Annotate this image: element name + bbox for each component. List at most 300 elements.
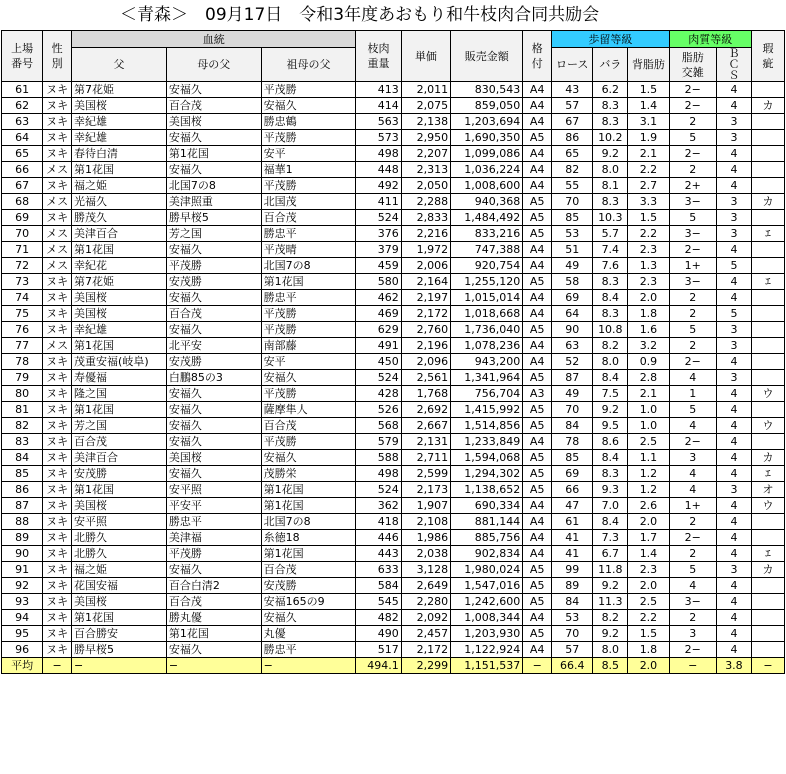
- cell-rib: 8.2: [593, 610, 628, 626]
- cell-weight: 633: [356, 562, 401, 578]
- cell-defect: [751, 242, 784, 258]
- cell-fat: 1.5: [628, 626, 669, 642]
- cell-amount: 1,514,856: [451, 418, 523, 434]
- cell-defect: カ: [751, 98, 784, 114]
- cell-bcs: 4: [716, 466, 751, 482]
- cell-fat: 1.4: [628, 98, 669, 114]
- cell-amount: 1,484,492: [451, 210, 523, 226]
- header-bcs: [716, 48, 751, 82]
- table-row: [2, 146, 785, 162]
- cell-defect: [751, 162, 784, 178]
- cell-loin: 49: [552, 386, 593, 402]
- cell-grade: A4: [523, 498, 552, 514]
- cell-fat: 2.2: [628, 226, 669, 242]
- cell-grade: A4: [523, 82, 552, 98]
- cell-fat: 3.1: [628, 114, 669, 130]
- cell-rib: 8.3: [593, 194, 628, 210]
- header-grandmother-father: 祖母の父: [261, 48, 356, 82]
- cell-bcs: 3: [716, 226, 751, 242]
- cell-grandmother-father: 安平: [261, 146, 356, 162]
- cell-bcs: 4: [716, 146, 751, 162]
- cell-defect: [751, 210, 784, 226]
- table-row: [2, 498, 785, 514]
- cell-fat: 2.7: [628, 178, 669, 194]
- cell-bcs: 4: [716, 290, 751, 306]
- average-weight: 494.1: [356, 658, 401, 674]
- cell-fat: 2.0: [628, 290, 669, 306]
- cell-loin: 70: [552, 626, 593, 642]
- cell-weight: 362: [356, 498, 401, 514]
- cell-rib: 7.3: [593, 530, 628, 546]
- cell-no: 69: [2, 210, 43, 226]
- cell-bcs: 4: [716, 386, 751, 402]
- cell-price: 2,038: [401, 546, 450, 562]
- cell-fat: 1.5: [628, 210, 669, 226]
- cell-father: 第1花国: [72, 610, 167, 626]
- cell-loin: 69: [552, 466, 593, 482]
- header-marbling-text: 脂肪 交雑: [681, 50, 704, 79]
- cell-sex: ヌキ: [43, 626, 72, 642]
- cell-bcs: 4: [716, 626, 751, 642]
- cell-marbling: 2: [669, 610, 716, 626]
- cell-sex: ヌキ: [43, 130, 72, 146]
- cell-bcs: 5: [716, 258, 751, 274]
- cell-mother-father: 安福久: [166, 434, 261, 450]
- cell-grade: A5: [523, 450, 552, 466]
- cell-price: 2,692: [401, 402, 450, 418]
- cell-marbling: 2−: [669, 530, 716, 546]
- cell-weight: 584: [356, 578, 401, 594]
- cell-father: 幸紀雄: [72, 114, 167, 130]
- cell-marbling: 2−: [669, 642, 716, 658]
- cell-no: 83: [2, 434, 43, 450]
- cell-no: 79: [2, 370, 43, 386]
- cell-defect: ｴ: [751, 546, 784, 562]
- cell-price: 2,172: [401, 306, 450, 322]
- cell-grandmother-father: 平茂晴: [261, 242, 356, 258]
- cell-price: 2,760: [401, 322, 450, 338]
- cell-price: 2,950: [401, 130, 450, 146]
- average-row: [2, 658, 785, 674]
- table-row: [2, 562, 785, 578]
- cell-loin: 84: [552, 418, 593, 434]
- table-row: [2, 578, 785, 594]
- cell-grandmother-father: 平茂勝: [261, 386, 356, 402]
- cell-marbling: 2: [669, 306, 716, 322]
- cell-mother-father: 安福久: [166, 162, 261, 178]
- cell-marbling: 3−: [669, 194, 716, 210]
- cell-no: 85: [2, 466, 43, 482]
- cell-grandmother-father: 北国茂: [261, 194, 356, 210]
- cell-amount: 1,233,849: [451, 434, 523, 450]
- cell-amount: 747,388: [451, 242, 523, 258]
- cell-rib: 10.2: [593, 130, 628, 146]
- cell-sex: ヌキ: [43, 98, 72, 114]
- cell-grandmother-father: 平茂勝: [261, 130, 356, 146]
- cell-grandmother-father: 糸徳18: [261, 530, 356, 546]
- cell-rib: 7.5: [593, 386, 628, 402]
- cell-no: 66: [2, 162, 43, 178]
- cell-rib: 8.0: [593, 354, 628, 370]
- cell-mother-father: 平茂勝: [166, 258, 261, 274]
- cell-grandmother-father: 丸優: [261, 626, 356, 642]
- cell-rib: 8.3: [593, 98, 628, 114]
- cell-no: 87: [2, 498, 43, 514]
- cell-sex: ヌキ: [43, 450, 72, 466]
- cell-rib: 8.0: [593, 642, 628, 658]
- table-row: [2, 274, 785, 290]
- cell-grade: A5: [523, 226, 552, 242]
- table-row: [2, 642, 785, 658]
- cell-fat: 2.5: [628, 434, 669, 450]
- cell-defect: [751, 146, 784, 162]
- cell-grade: A4: [523, 162, 552, 178]
- cell-price: 2,216: [401, 226, 450, 242]
- cell-mother-father: 北平安: [166, 338, 261, 354]
- cell-fat: 1.8: [628, 306, 669, 322]
- average-grandmother-father: −: [261, 658, 356, 674]
- cell-mother-father: 美国桜: [166, 450, 261, 466]
- cell-rib: 9.2: [593, 578, 628, 594]
- cell-defect: カ: [751, 562, 784, 578]
- cell-rib: 8.0: [593, 162, 628, 178]
- cell-sex: ヌキ: [43, 306, 72, 322]
- cell-grandmother-father: 安福165の9: [261, 594, 356, 610]
- cell-loin: 85: [552, 450, 593, 466]
- cell-grandmother-father: 平茂勝: [261, 434, 356, 450]
- cell-loin: 85: [552, 210, 593, 226]
- average-grade: −: [523, 658, 552, 674]
- cell-no: 71: [2, 242, 43, 258]
- cell-price: 2,599: [401, 466, 450, 482]
- table-row: [2, 354, 785, 370]
- cell-amount: 1,242,600: [451, 594, 523, 610]
- table-row: [2, 322, 785, 338]
- cell-sex: ヌキ: [43, 370, 72, 386]
- cell-loin: 43: [552, 82, 593, 98]
- cell-marbling: 5: [669, 402, 716, 418]
- cell-weight: 580: [356, 274, 401, 290]
- cell-father: 第1花国: [72, 482, 167, 498]
- cell-bcs: 3: [716, 322, 751, 338]
- cell-no: 77: [2, 338, 43, 354]
- cell-grade: A5: [523, 578, 552, 594]
- cell-price: 2,207: [401, 146, 450, 162]
- cell-father: 第7花姫: [72, 274, 167, 290]
- cell-weight: 563: [356, 114, 401, 130]
- cell-weight: 448: [356, 162, 401, 178]
- cell-amount: 833,216: [451, 226, 523, 242]
- cell-defect: [751, 642, 784, 658]
- cell-rib: 6.7: [593, 546, 628, 562]
- cell-marbling: 4: [669, 418, 716, 434]
- cell-loin: 70: [552, 402, 593, 418]
- cell-price: 2,108: [401, 514, 450, 530]
- cell-grade: A4: [523, 610, 552, 626]
- cell-grandmother-father: 第1花国: [261, 274, 356, 290]
- cell-sex: ヌキ: [43, 210, 72, 226]
- cell-weight: 573: [356, 130, 401, 146]
- cell-grade: A4: [523, 530, 552, 546]
- cell-defect: [751, 258, 784, 274]
- cell-defect: [751, 354, 784, 370]
- table-row: [2, 258, 785, 274]
- cell-father: 美津百合: [72, 450, 167, 466]
- header-lineage: 血統: [72, 31, 356, 48]
- average-sex: −: [43, 658, 72, 674]
- cell-grade: A5: [523, 274, 552, 290]
- cell-no: 81: [2, 402, 43, 418]
- cell-loin: 58: [552, 274, 593, 290]
- cell-rib: 11.8: [593, 562, 628, 578]
- cell-price: 1,768: [401, 386, 450, 402]
- cell-loin: 41: [552, 546, 593, 562]
- cell-marbling: 2−: [669, 242, 716, 258]
- cell-fat: 1.0: [628, 402, 669, 418]
- cell-marbling: 2−: [669, 146, 716, 162]
- cell-no: 84: [2, 450, 43, 466]
- cell-mother-father: 安平照: [166, 482, 261, 498]
- cell-bcs: 4: [716, 82, 751, 98]
- cell-weight: 413: [356, 82, 401, 98]
- cell-grade: A4: [523, 98, 552, 114]
- cell-grandmother-father: 百合茂: [261, 418, 356, 434]
- cell-weight: 414: [356, 98, 401, 114]
- cell-price: 2,667: [401, 418, 450, 434]
- cell-mother-father: 勝早桜5: [166, 210, 261, 226]
- cell-fat: 1.7: [628, 530, 669, 546]
- cell-loin: 47: [552, 498, 593, 514]
- cell-sex: ヌキ: [43, 434, 72, 450]
- table-row: [2, 466, 785, 482]
- cell-sex: ヌキ: [43, 578, 72, 594]
- header-fat: 背脂肪: [628, 48, 669, 82]
- cell-bcs: 4: [716, 402, 751, 418]
- cell-grade: A3: [523, 386, 552, 402]
- cell-grandmother-father: 第1花国: [261, 546, 356, 562]
- cell-grandmother-father: 平茂勝: [261, 322, 356, 338]
- cell-amount: 1,138,652: [451, 482, 523, 498]
- cell-defect: ｴ: [751, 226, 784, 242]
- cell-sex: ヌキ: [43, 546, 72, 562]
- cell-grade: A4: [523, 514, 552, 530]
- cell-father: 芳之国: [72, 418, 167, 434]
- cell-father: 茂重安福(岐阜): [72, 354, 167, 370]
- average-price: 2,299: [401, 658, 450, 674]
- cell-amount: 1,547,016: [451, 578, 523, 594]
- cell-father: 北勝久: [72, 530, 167, 546]
- cell-no: 65: [2, 146, 43, 162]
- cell-defect: [751, 370, 784, 386]
- header-sex-text: 性 別: [51, 42, 63, 70]
- cell-no: 80: [2, 386, 43, 402]
- cell-defect: [751, 322, 784, 338]
- cell-no: 78: [2, 354, 43, 370]
- cell-father: 第1花国: [72, 402, 167, 418]
- cell-amount: 1,099,086: [451, 146, 523, 162]
- cell-marbling: 4: [669, 578, 716, 594]
- average-marbling: −: [669, 658, 716, 674]
- cell-defect: ｴ: [751, 466, 784, 482]
- cell-sex: ヌキ: [43, 354, 72, 370]
- cell-sex: ヌキ: [43, 482, 72, 498]
- cell-mother-father: 美津照重: [166, 194, 261, 210]
- cell-sex: ヌキ: [43, 290, 72, 306]
- cell-mother-father: 安福久: [166, 562, 261, 578]
- cell-weight: 491: [356, 338, 401, 354]
- cell-grandmother-father: 茂勝栄: [261, 466, 356, 482]
- cell-father: 幸紀雄: [72, 322, 167, 338]
- cell-father: 隆之国: [72, 386, 167, 402]
- cell-mother-father: 百合茂: [166, 594, 261, 610]
- cell-mother-father: 美国桜: [166, 114, 261, 130]
- cell-sex: ヌキ: [43, 114, 72, 130]
- cell-price: 2,172: [401, 642, 450, 658]
- cell-defect: [751, 178, 784, 194]
- cell-fat: 2.6: [628, 498, 669, 514]
- cell-mother-father: 安福久: [166, 418, 261, 434]
- cell-father: 第1花国: [72, 162, 167, 178]
- cell-marbling: 3−: [669, 594, 716, 610]
- cell-bcs: 4: [716, 530, 751, 546]
- average-mother-father: −: [166, 658, 261, 674]
- cell-amount: 1,008,600: [451, 178, 523, 194]
- cell-father: 百合茂: [72, 434, 167, 450]
- cell-rib: 8.3: [593, 306, 628, 322]
- cell-grandmother-father: 第1花国: [261, 482, 356, 498]
- cell-fat: 1.6: [628, 322, 669, 338]
- cell-loin: 89: [552, 578, 593, 594]
- cell-sex: メス: [43, 194, 72, 210]
- cell-amount: 1,294,302: [451, 466, 523, 482]
- cell-fat: 1.3: [628, 258, 669, 274]
- cell-amount: 830,543: [451, 82, 523, 98]
- header-no: [2, 31, 43, 82]
- cell-defect: [751, 626, 784, 642]
- cell-grandmother-father: 勝忠平: [261, 290, 356, 306]
- cell-sex: ヌキ: [43, 530, 72, 546]
- cell-amount: 1,980,024: [451, 562, 523, 578]
- cell-defect: [751, 594, 784, 610]
- cell-rib: 6.2: [593, 82, 628, 98]
- cell-weight: 443: [356, 546, 401, 562]
- cell-fat: 1.2: [628, 466, 669, 482]
- cell-mother-father: 第1花国: [166, 626, 261, 642]
- cell-fat: 1.9: [628, 130, 669, 146]
- cell-defect: [751, 434, 784, 450]
- cell-rib: 5.7: [593, 226, 628, 242]
- header-yield: 歩留等級: [552, 31, 669, 48]
- cell-grade: A5: [523, 210, 552, 226]
- cell-father: 美国桜: [72, 290, 167, 306]
- cell-sex: ヌキ: [43, 610, 72, 626]
- cell-grandmother-father: 平茂勝: [261, 178, 356, 194]
- cell-bcs: 4: [716, 610, 751, 626]
- cell-bcs: 3: [716, 114, 751, 130]
- cell-amount: 881,144: [451, 514, 523, 530]
- cell-fat: 2.3: [628, 242, 669, 258]
- cell-weight: 545: [356, 594, 401, 610]
- cell-weight: 418: [356, 514, 401, 530]
- cell-fat: 2.1: [628, 146, 669, 162]
- average-bcs: 3.8: [716, 658, 751, 674]
- cell-no: 76: [2, 322, 43, 338]
- cell-weight: 568: [356, 418, 401, 434]
- cell-grandmother-father: 北国7の8: [261, 514, 356, 530]
- cell-grade: A5: [523, 594, 552, 610]
- cell-grade: A5: [523, 194, 552, 210]
- header-sex: [43, 31, 72, 82]
- cell-grade: A5: [523, 322, 552, 338]
- cell-grandmother-father: 勝忠平: [261, 226, 356, 242]
- cell-sex: ヌキ: [43, 418, 72, 434]
- header-weight: [356, 31, 401, 82]
- cell-price: 2,006: [401, 258, 450, 274]
- cell-sex: メス: [43, 162, 72, 178]
- cell-grade: A5: [523, 130, 552, 146]
- table-row: [2, 82, 785, 98]
- average-rib: 8.5: [593, 658, 628, 674]
- cell-grandmother-father: 百合茂: [261, 210, 356, 226]
- cell-defect: ｴ: [751, 274, 784, 290]
- cell-rib: 9.2: [593, 146, 628, 162]
- cell-amount: 756,704: [451, 386, 523, 402]
- cell-grade: A4: [523, 146, 552, 162]
- cell-loin: 41: [552, 530, 593, 546]
- cell-marbling: 4: [669, 482, 716, 498]
- cell-marbling: 2+: [669, 178, 716, 194]
- cell-father: 幸紀花: [72, 258, 167, 274]
- cell-weight: 462: [356, 290, 401, 306]
- cell-amount: 859,050: [451, 98, 523, 114]
- cell-weight: 629: [356, 322, 401, 338]
- cell-no: 91: [2, 562, 43, 578]
- average-father: −: [72, 658, 167, 674]
- cell-grade: A5: [523, 370, 552, 386]
- cell-rib: 8.4: [593, 514, 628, 530]
- average-amount: 1,151,537: [451, 658, 523, 674]
- cell-amount: 920,754: [451, 258, 523, 274]
- cell-fat: 3.3: [628, 194, 669, 210]
- cell-mother-father: 平安平: [166, 498, 261, 514]
- cell-bcs: 4: [716, 178, 751, 194]
- cell-father: 百合勝安: [72, 626, 167, 642]
- cell-defect: ウ: [751, 418, 784, 434]
- cell-bcs: 4: [716, 578, 751, 594]
- header-marbling: [669, 48, 716, 82]
- cell-father: 花国安福: [72, 578, 167, 594]
- table-row: [2, 514, 785, 530]
- cell-price: 2,711: [401, 450, 450, 466]
- cell-grade: A5: [523, 402, 552, 418]
- cell-price: 2,196: [401, 338, 450, 354]
- cell-sex: ヌキ: [43, 562, 72, 578]
- header-no-text: 上場 番号: [11, 42, 34, 70]
- cell-loin: 57: [552, 642, 593, 658]
- cell-loin: 67: [552, 114, 593, 130]
- cell-loin: 84: [552, 594, 593, 610]
- cell-bcs: 4: [716, 418, 751, 434]
- cell-amount: 1,594,068: [451, 450, 523, 466]
- cell-bcs: 4: [716, 642, 751, 658]
- cell-fat: 0.9: [628, 354, 669, 370]
- table-row: [2, 130, 785, 146]
- cell-loin: 86: [552, 130, 593, 146]
- cell-weight: 376: [356, 226, 401, 242]
- cell-loin: 53: [552, 610, 593, 626]
- cell-bcs: 4: [716, 594, 751, 610]
- table-row: [2, 402, 785, 418]
